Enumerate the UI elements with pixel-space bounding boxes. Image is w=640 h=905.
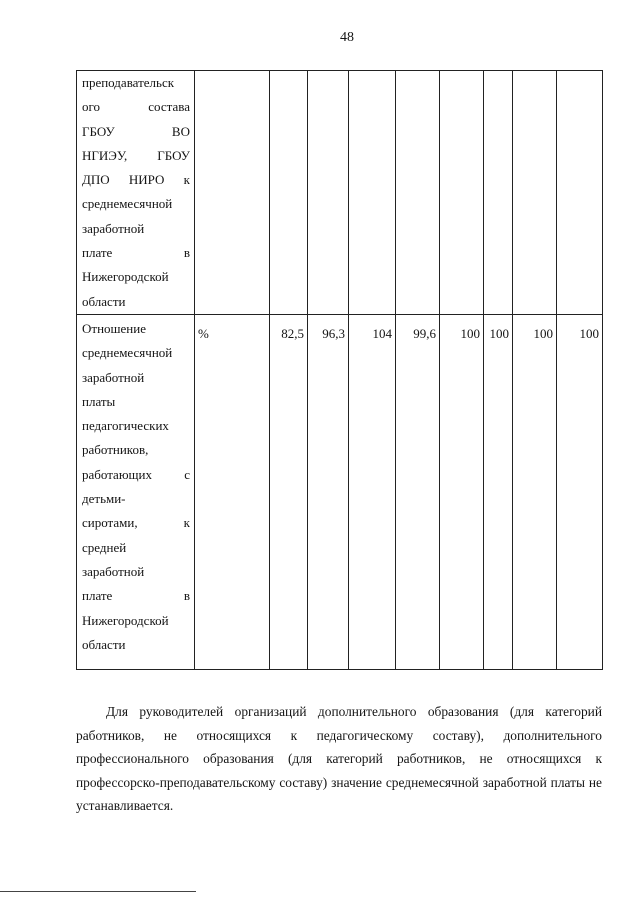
value-cell: [440, 71, 484, 315]
value-cell: 100: [484, 314, 513, 669]
value-cell: 82,5: [270, 314, 308, 669]
unit-cell: [195, 71, 270, 315]
label-line: Нижегородской: [82, 269, 169, 285]
value-cell: 100: [513, 314, 557, 669]
label-line: среднемесячной: [82, 345, 173, 361]
value-cell: 104: [349, 314, 396, 669]
page-number: 48: [340, 30, 354, 45]
label-line: ГБОУ ВО: [82, 123, 190, 139]
label-line: платы: [82, 393, 116, 409]
value-cell: [396, 71, 440, 315]
label-line: области: [82, 293, 126, 309]
indicator-table: [76, 70, 603, 670]
label-line: работников,: [82, 442, 149, 458]
label-line: заработной: [82, 369, 145, 385]
value-cell: [557, 71, 603, 315]
value-cell: [513, 71, 557, 315]
body-paragraph-block: [76, 700, 602, 818]
label-line: НГИЭУ, ГБОУ: [82, 147, 190, 163]
label-line: детьми-: [82, 491, 126, 507]
value-cell: 100: [440, 314, 484, 669]
label-line: заработной: [82, 220, 145, 236]
table-row: [77, 71, 603, 315]
value-cell: [484, 71, 513, 315]
body-paragraph: Для руководителей организаций дополнительного образования (для категорий работников, не относящихся к педагогическому составу), дополнительного профессионального образования (для категорий работников, не относящихся к профессорско-преподавательскому составу) значение среднемесячной заработной платы не устанавливается.: [76, 704, 602, 813]
label-line: среднемесячной: [82, 196, 173, 212]
indicator-label-cell: [77, 71, 195, 315]
label-line: плате в: [82, 588, 190, 604]
table-row: [77, 314, 603, 669]
value-cell: 96,3: [308, 314, 349, 669]
footnote-divider: [0, 891, 196, 892]
label-line: работающих с: [82, 466, 190, 482]
value-cell: [270, 71, 308, 315]
label-line: ого состава: [82, 99, 190, 115]
label-line: плате в: [82, 245, 190, 261]
value-cell: 100: [557, 314, 603, 669]
unit-cell: %: [195, 314, 270, 669]
label-line: средней: [82, 539, 127, 555]
label-line: Отношение: [82, 320, 146, 336]
label-line: сиротами, к: [82, 515, 190, 531]
label-line: заработной: [82, 563, 145, 579]
indicator-label-cell: [77, 314, 195, 669]
label-line: Нижегородской: [82, 612, 169, 628]
label-line: ДПО НИРО к: [82, 172, 190, 188]
value-cell: [308, 71, 349, 315]
value-cell: [349, 71, 396, 315]
value-cell: 99,6: [396, 314, 440, 669]
label-line: области: [82, 636, 126, 652]
label-line: педагогических: [82, 418, 169, 434]
label-line: преподавательск: [82, 75, 175, 90]
